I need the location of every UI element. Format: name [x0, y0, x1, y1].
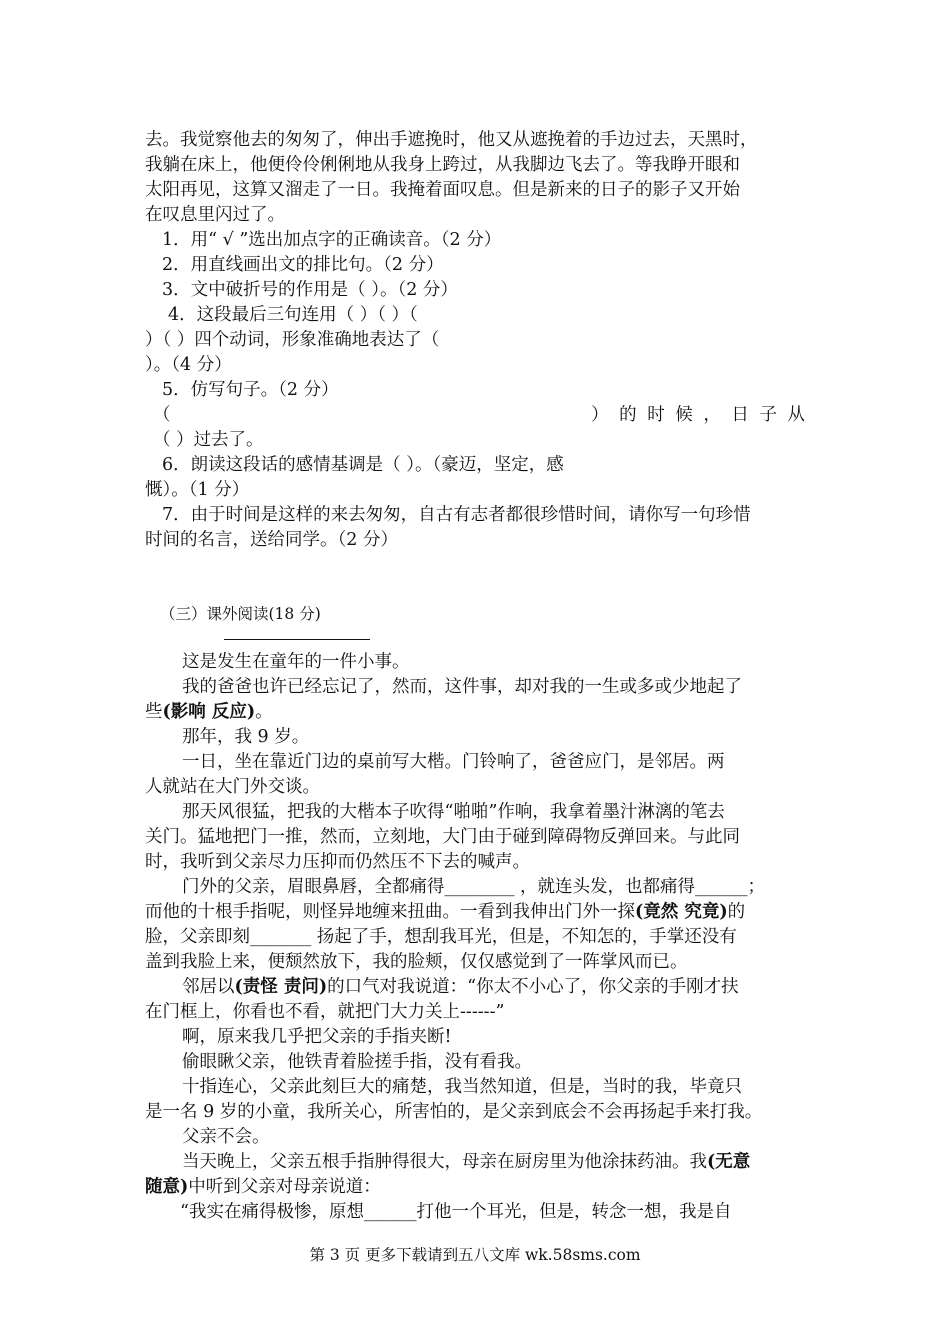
text: 候	[675, 405, 693, 425]
page-footer: 第 3 页 更多下载请到五八文库 wk.58sms.com	[309, 1246, 641, 1264]
text: （	[153, 405, 171, 425]
section-heading: （三）课外阅读(18 分)	[160, 605, 321, 623]
text: 的	[727, 902, 746, 922]
text: 的	[619, 405, 637, 425]
story-paragraph	[182, 975, 739, 999]
text: 。	[255, 702, 273, 722]
text: 邻居以	[182, 977, 235, 997]
story-paragraph: 脸，父亲即刻_______ 扬起了手，想刮我耳光，但是，不知怎的，手掌还没有	[145, 927, 737, 947]
text: 些	[145, 702, 163, 722]
text: 从	[787, 405, 805, 425]
word-choice: 随意)	[145, 1177, 189, 1197]
word-choice: (影响 反应)	[162, 702, 256, 722]
question-4-cont: ）。（4 分）	[145, 355, 232, 375]
passage-line: 太阳再见，这算又溜走了一日。我掩着面叹息。但是新来的日子的影子又开始	[145, 180, 740, 200]
text: 而他的十根手指呢，则怪异地缠来扭曲。一看到我伸出门外一探	[145, 902, 635, 922]
story-paragraph	[145, 900, 745, 924]
passage-line: 去。我觉察他去的匆匆了，伸出手遮挽时，他又从遮挽着的手边过去，天黑时，	[145, 130, 758, 150]
story-paragraph: 人就站在大门外交谈。	[145, 777, 320, 797]
word-choice: (竟然 究竟)	[635, 902, 728, 922]
passage-line: 我躺在床上，他便伶伶俐俐地从我身上跨过，从我脚边飞去了。等我睁开眼和	[145, 155, 740, 175]
text: 日	[731, 405, 749, 425]
text: 的口气对我说道：“你太不小心了，你父亲的手刚才扶	[327, 977, 739, 997]
text: 中听到父亲对母亲说道：	[188, 1177, 381, 1197]
question-4: 4．这段最后三句连用（ ）（ ）（	[168, 305, 418, 325]
story-paragraph: 我的爸爸也许已经忘记了，然而，这件事，却对我的一生或多或少地起了	[182, 677, 742, 697]
title-underline	[224, 639, 370, 640]
story-paragraph: 一日，坐在靠近门边的桌前写大楷。门铃响了，爸爸应门，是邻居。两	[182, 752, 725, 772]
story-paragraph: 在门框上，你看也不看，就把门大力关上------”	[145, 1002, 505, 1022]
passage-line: 在叹息里闪过了。	[145, 205, 285, 225]
question-5-blank-line: （ ）过去了。	[153, 430, 264, 450]
story-paragraph: “我实在痛得极惨，原想______打他一个耳光，但是，转念一想，我是自	[180, 1202, 732, 1222]
story-paragraph: 盖到我脸上来，便颓然放下，我的脸颊，仅仅感觉到了一阵掌风而已。	[145, 952, 688, 972]
story-paragraph: 偷眼瞅父亲，他铁青着脸搓手指，没有看我。	[182, 1052, 532, 1072]
question-6: 6．朗读这段话的感情基调是（ ）。（豪迈，坚定，感	[162, 455, 564, 475]
question-1: 1．用“ √ ”选出加点字的正确读音。（2 分）	[162, 230, 502, 250]
question-7: 7．由于时间是这样的来去匆匆，自古有志者都很珍惜时间，请你写一句珍惜	[162, 505, 751, 525]
text: ）	[591, 405, 609, 425]
story-paragraph: 门外的父亲，眉眼鼻唇，全都痛得________ ，就连头发，也都痛得______；	[182, 877, 766, 897]
story-paragraph: 啊，原来我几乎把父亲的手指夹断!	[182, 1027, 452, 1047]
question-2: 2．用直线画出文的排比句。（2 分）	[162, 255, 444, 275]
question-7-cont: 时间的名言，送给同学。（2 分）	[145, 530, 398, 550]
question-6-cont: 慨）。（1 分）	[145, 480, 250, 500]
question-5: 5．仿写句子。（2 分）	[162, 380, 339, 400]
story-paragraph: 十指连心，父亲此刻巨大的痛楚，我当然知道，但是，当时的我，毕竟只	[182, 1077, 742, 1097]
text: 当天晚上，父亲五根手指肿得很大，母亲在厨房里为他涂抹药油。我	[182, 1152, 707, 1172]
question-4-cont: ）（ ）四个动词，形象准确地表达了（	[145, 330, 440, 350]
story-paragraph: 这是发生在童年的一件小事。	[182, 652, 410, 672]
story-paragraph	[145, 700, 273, 724]
story-paragraph: 时，我听到父亲尽力压抑而仍然压不下去的喊声。	[145, 852, 530, 872]
story-paragraph	[145, 1175, 381, 1199]
story-paragraph: 是一名 9 岁的小童，我所关心，所害怕的，是父亲到底会不会再扬起手来打我。	[145, 1102, 763, 1122]
text: ，	[703, 405, 721, 425]
word-choice: (责怪 责问)	[234, 977, 328, 997]
text: 子	[759, 405, 777, 425]
text: 时	[647, 405, 665, 425]
story-paragraph: 关门。猛地把门一推，然而，立刻地，大门由于碰到障碍物反弹回来。与此同	[145, 827, 740, 847]
story-paragraph: 那天风很猛，把我的大楷本子吹得“啪啪”作响，我拿着墨汁淋漓的笔去	[182, 802, 725, 822]
question-5-blank-line	[153, 403, 805, 427]
story-paragraph: 那年，我 9 岁。	[182, 727, 310, 747]
story-paragraph	[182, 1150, 750, 1174]
word-choice: (无意	[707, 1152, 751, 1172]
question-3: 3．文中破折号的作用是（ ）。（2 分）	[162, 280, 458, 300]
story-paragraph: 父亲不会。	[182, 1127, 270, 1147]
